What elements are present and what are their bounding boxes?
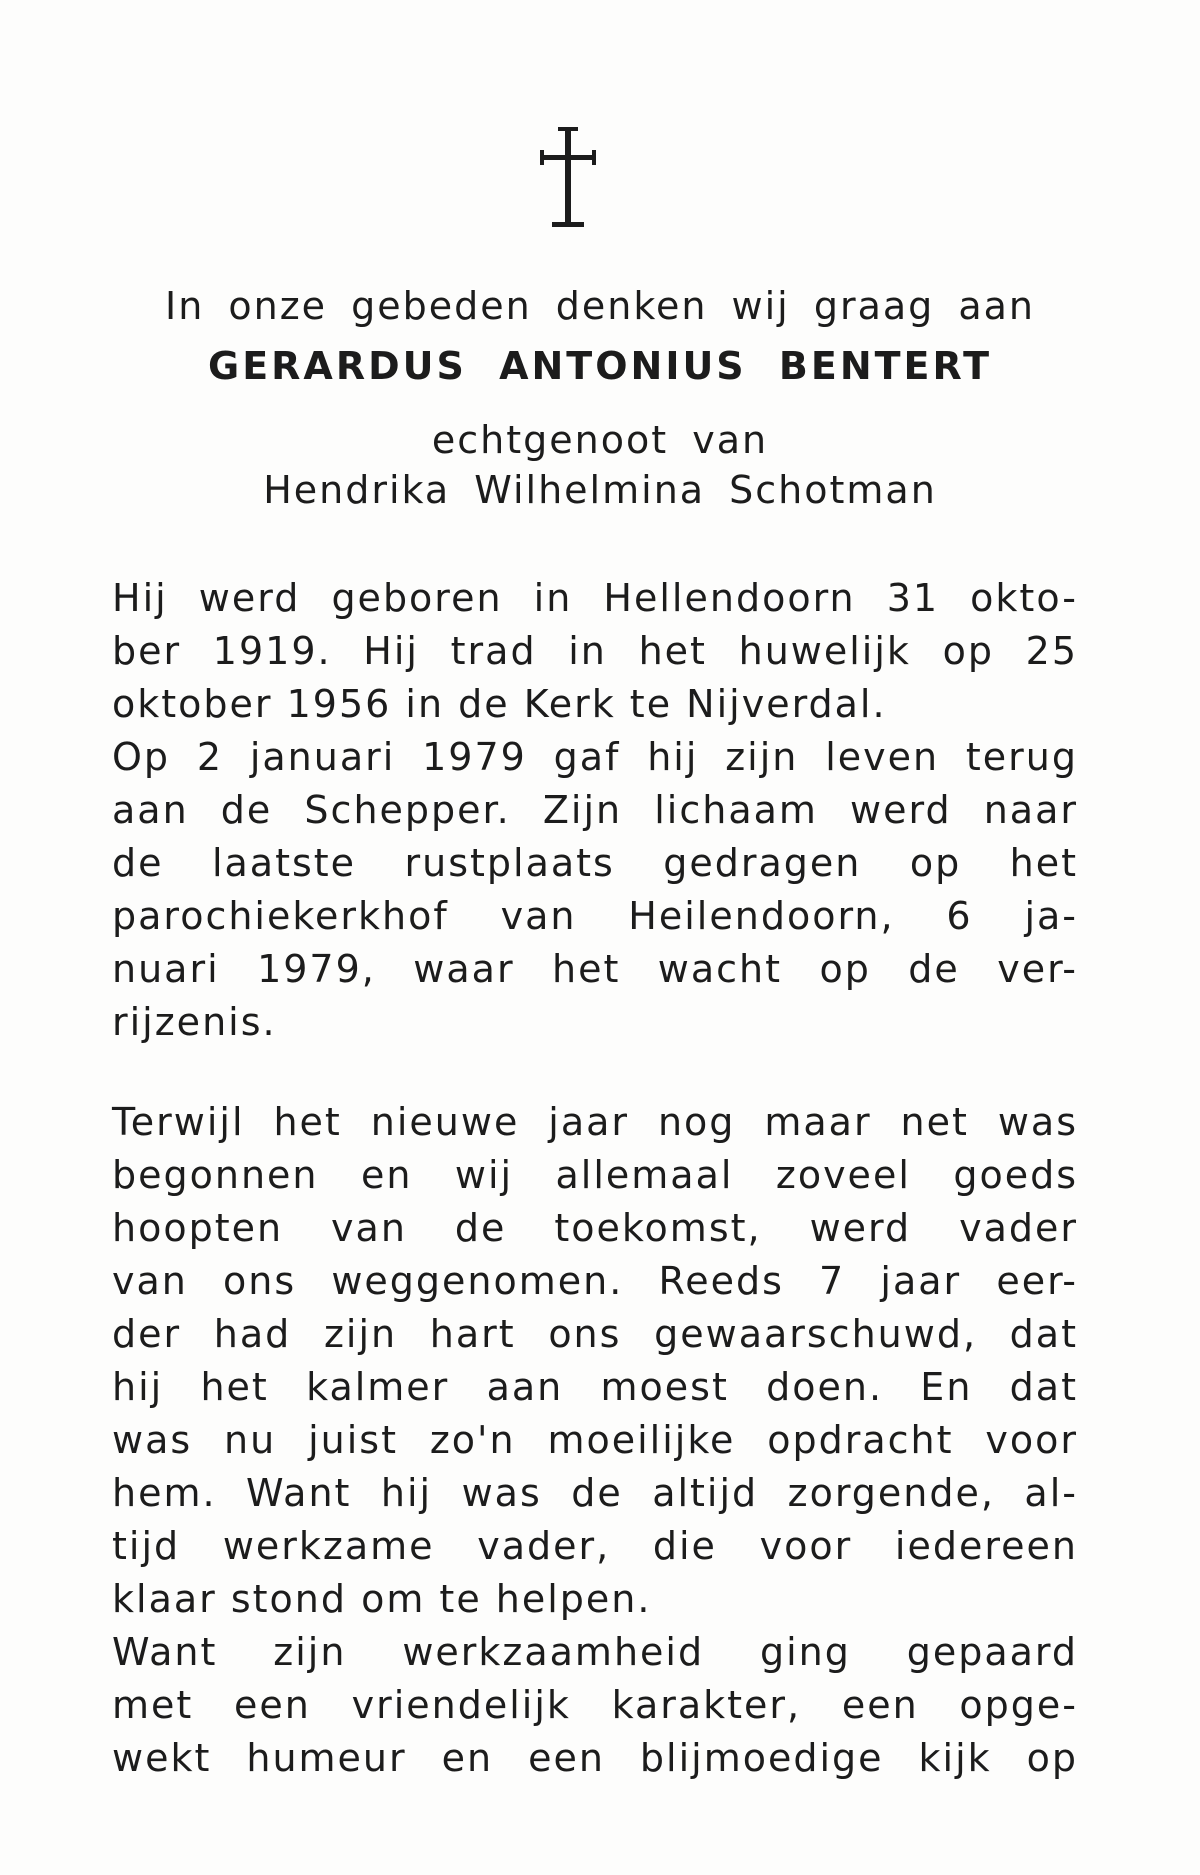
text-line: nuari 1979, waar het wacht op de ver- <box>112 947 1078 991</box>
text-line: was nu juist zo'n moeilijke opdracht voor <box>112 1418 1078 1462</box>
text-line: hij het kalmer aan moest doen. En dat <box>112 1365 1078 1409</box>
intro-line: In onze gebeden denken wij graag aan <box>165 284 1035 328</box>
text-line: der had zijn hart ons gewaarschuwd, dat <box>112 1312 1078 1356</box>
text-line: hoopten van de toekomst, werd vader <box>112 1206 1078 1250</box>
text-line: hem. Want hij was de altijd zorgende, al- <box>112 1471 1078 1515</box>
text-line: Want zijn werkzaamheid ging gepaard <box>112 1630 1078 1674</box>
text-line: wekt humeur en een blijmoedige kijk op <box>112 1736 1078 1780</box>
text-line: tijd werkzame vader, die voor iedereen <box>112 1524 1078 1568</box>
spouse-label: echtgenoot van <box>431 418 769 462</box>
text-line: oktober 1956 in de Kerk te Nijverdal. <box>112 682 887 726</box>
text-line: rijzenis. <box>112 1000 277 1044</box>
text-line: parochiekerkhof van Heilendoorn, 6 ja- <box>112 894 1078 938</box>
text-line: de laatste rustplaats gedragen op het <box>112 841 1078 885</box>
text-line: ber 1919. Hij trad in het huwelijk op 25 <box>112 629 1078 673</box>
cross-icon <box>538 125 598 230</box>
text-line: van ons weggenomen. Reeds 7 jaar eer- <box>112 1259 1078 1303</box>
text-line: Op 2 januari 1979 gaf hij zijn leven terug <box>112 735 1078 779</box>
text-line: Hij werd geboren in Hellendoorn 31 okto- <box>112 576 1078 620</box>
deceased-name: GERARDUS ANTONIUS BENTERT <box>208 344 992 388</box>
text-line: begonnen en wij allemaal zoveel goeds <box>112 1153 1078 1197</box>
text-line: aan de Schepper. Zijn lichaam werd naar <box>112 788 1078 832</box>
text-line: Terwijl het nieuwe jaar nog maar net was <box>112 1100 1078 1144</box>
biography-paragraph <box>112 572 1078 1049</box>
tribute-paragraph <box>112 1096 1078 1785</box>
text-line: klaar stond om te helpen. <box>112 1577 652 1621</box>
spouse-name: Hendrika Wilhelmina Schotman <box>263 468 937 512</box>
text-line: met een vriendelijk karakter, een opge- <box>112 1683 1078 1727</box>
